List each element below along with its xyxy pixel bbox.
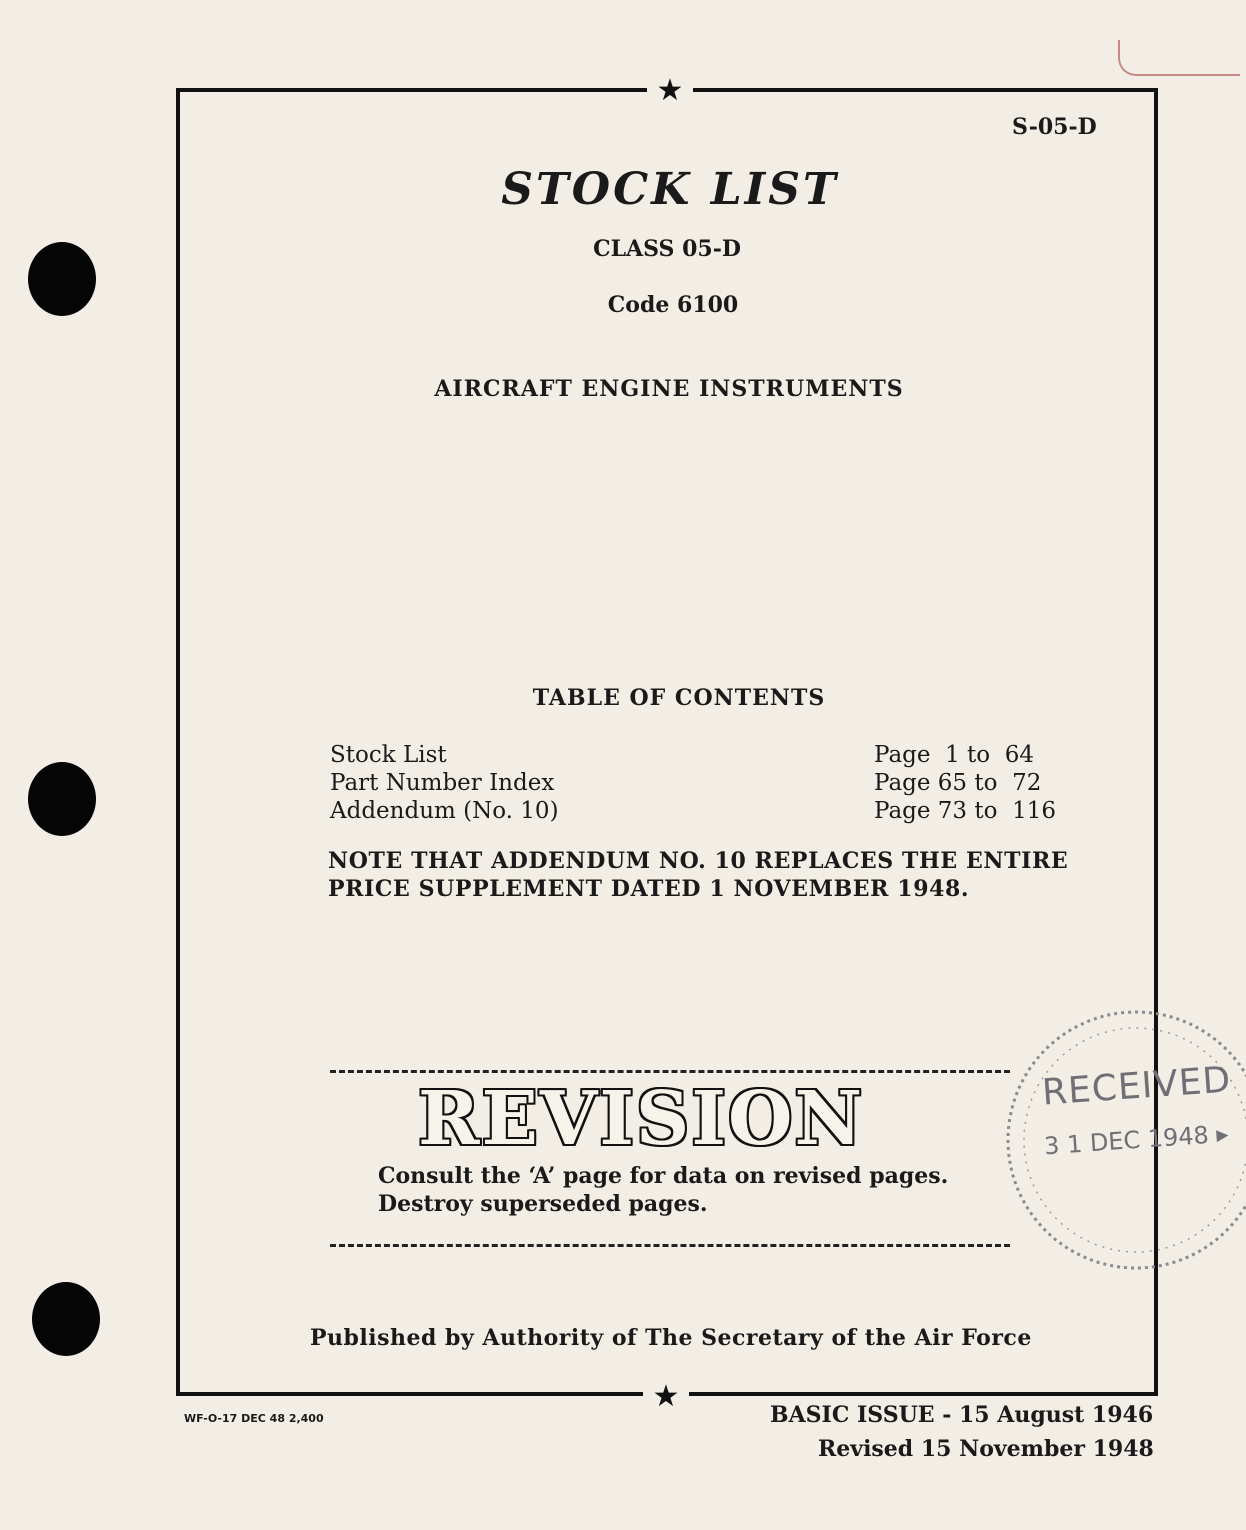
toc-heading: TABLE OF CONTENTS [532, 685, 826, 711]
received-stamp [986, 1000, 1246, 1270]
toc-row-label: Stock List [330, 742, 447, 768]
pencil-mark [1118, 40, 1240, 76]
revision-heading: REVISION [418, 1076, 865, 1162]
toc-row-pages: Page 73 to 116 [874, 798, 1056, 824]
note-line-1: NOTE THAT ADDENDUM NO. 10 REPLACES THE ENTIRE [328, 848, 1069, 874]
toc-row [330, 798, 1060, 826]
basic-issue: BASIC ISSUE - 15 August 1946 [770, 1402, 1154, 1428]
print-code: WF-O-17 DEC 48 2,400 [184, 1412, 324, 1425]
revision-line-2: Destroy superseded pages. [378, 1191, 708, 1217]
binder-hole-bottom [32, 1282, 100, 1356]
revision-line-1: Consult the ‘A’ page for data on revised pages. [378, 1163, 949, 1189]
toc-row-pages: Page 65 to 72 [874, 770, 1042, 796]
subject-line: AIRCRAFT ENGINE INSTRUMENTS [434, 376, 904, 402]
note-line-2: PRICE SUPPLEMENT DATED 1 NOVEMBER 1948. [328, 876, 970, 902]
document-code: S-05-D [1012, 114, 1097, 140]
toc-row [330, 742, 1060, 770]
toc-row [330, 770, 1060, 798]
revised-date: Revised 15 November 1948 [818, 1436, 1154, 1462]
binder-hole-middle [28, 762, 96, 836]
page-title: STOCK LIST [501, 164, 839, 215]
divider-bottom [330, 1244, 1010, 1247]
star-icon: ★ [643, 1382, 689, 1412]
stamp-word: RECEIVED [1040, 1059, 1233, 1114]
code-line: Code 6100 [607, 292, 739, 318]
divider-top [330, 1070, 1010, 1073]
star-icon: ★ [647, 76, 693, 106]
toc-row-label: Addendum (No. 10) [330, 798, 559, 824]
toc-row-label: Part Number Index [330, 770, 555, 796]
authority-line: Published by Authority of The Secretary of the Air Force [310, 1325, 1032, 1351]
stamp-date: 3 1 DEC 1948 ▸ [1043, 1119, 1230, 1161]
toc-row-pages: Page 1 to 64 [874, 742, 1035, 768]
class-line: CLASS 05-D [593, 236, 741, 262]
